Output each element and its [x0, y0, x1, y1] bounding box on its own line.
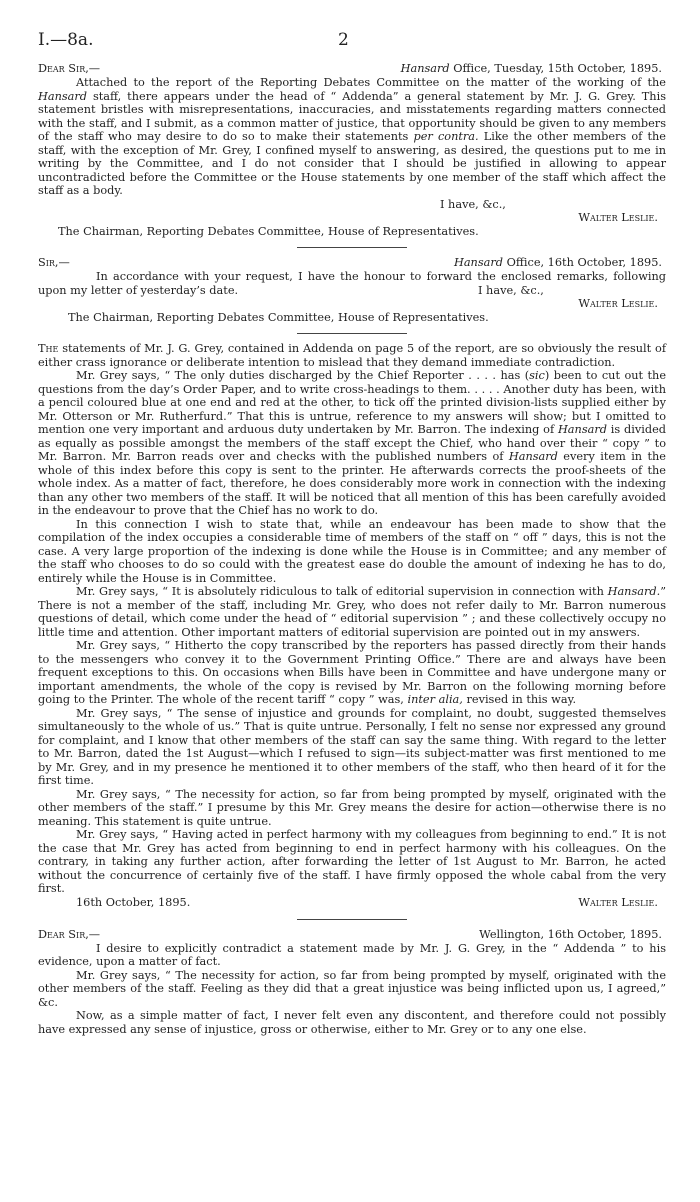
salutation: Sir,— [38, 256, 70, 269]
addressee: The Chairman, Reporting Debates Committee, House of Representatives. [68, 310, 489, 324]
dateline: Hansard Office, 16th October, 1895. [453, 256, 662, 269]
remarks-paragraph: Mr. Grey says, “ Hitherto the copy transcribed by the reporters has passed directly from their hands to the messengers who convey it to the Government Printing Office.” There are and always have been frequent exceptions to this. On occasions when Bills have been in Committee and have undergone many or important amendments, the whole of the copy is revised by Mr. Barron on the following morning before going to the Printer. The whole of the recent tariff “ copy ” was, inter alia, revised in this way. [38, 639, 666, 706]
document-page [38, 30, 667, 1036]
letter-paragraph: Now, as a simple matter of fact, I never felt even any discontent, and therefore could not possibly have expressed any sense of injustice, gross or otherwise, either to Mr. Grey or to any one else. [38, 1009, 666, 1036]
dateline: Wellington, 16th October, 1895. [479, 927, 662, 941]
dateline: Hansard Office, Tuesday, 15th October, 1895. [400, 62, 662, 75]
letter-1 [38, 62, 666, 238]
remarks [38, 342, 666, 910]
salutation: Dear Sir,— [38, 927, 101, 941]
divider [297, 333, 407, 334]
divider [297, 247, 407, 248]
letter-paragraph: I desire to explicitly contradict a statement made by Mr. J. G. Grey, in the “ Addenda ” to his evidence, upon a matter of fact. [38, 941, 666, 968]
signature: Walter Leslie. [578, 297, 658, 310]
remarks-paragraph: Mr. Grey says, “ The sense of injustice and grounds for complaint, no doubt, suggested themselves simultaneously to the whole of us.” That is quite untrue. Personally, I felt no sense nor expressed any ground for complaint, and I know that other members of the staff can say the same thing. With regard to the letter to Mr. Barron, dated the 1st August—which I refused to sign—its subject-matter was first mentioned to me by Mr. Grey, and in my presence he mentioned it to other members of the staff, who then heard of it for the first time. [38, 706, 666, 787]
page-number: 2 [338, 30, 349, 50]
closing: I have, &c., [478, 283, 544, 297]
remarks-paragraph: Mr. Grey says, “ Having acted in perfect harmony with my colleagues from beginning to end.” It is not the case that Mr. Grey has acted from beginning to end in perfect harmony with his colleagues. On the contrary, in taking any further action, after forwarding the letter of 1st August to Mr. Barron, he acted without the concurrence of certainly five of the staff. I have firmly opposed the whole cabal from the very first. [38, 828, 666, 895]
closing: I have, &c., [440, 197, 506, 211]
remarks-paragraph: Mr. Grey says, “ The necessity for action, so far from being prompted by myself, originated with the other members of the staff.” I presume by this Mr. Grey means the desire for action—otherwise there is no meaning. This statement is quite untrue. [38, 787, 666, 828]
letter-paragraph: In accordance with your request, I have the honour to forward the enclosed remarks, following upon my letter of yesterday’s date. [38, 270, 666, 297]
letter-paragraph: Mr. Grey says, “ The necessity for action, so far from being prompted by myself, originated with the other members of the staff. Feeling as they did that a great injustice was being inflicted upon us, I agreed,” &c. [38, 968, 666, 1009]
signature: Walter Leslie. [578, 211, 658, 224]
remarks-date: 16th October, 1895. [76, 895, 191, 909]
document-reference: I.—8a. [38, 30, 94, 50]
letter-paragraph: Attached to the report of the Reporting Debates Committee on the matter of the working of the Hansard staff, there appears under the head of “ Addenda” a general statement by Mr. J. G. Grey. This statement bristles with misrepresentations, inaccuracies, and misstatements regarding matters connected with the staff, and I submit, as a common matter of justice, that opportunity should be given to any members of the staff who may desire to do so to make their statements per contra. Like the other members of the staff, with the exception of Mr. Grey, I confined myself to answering, as desired, the questions put to me in writing by the Committee, and I do not consider that I should be justified in allowing to appear uncontradicted before the Committee or the House statements by one member of the staff which affect the staff as a body. [38, 76, 666, 197]
remarks-paragraph: Mr. Grey says, “ The only duties discharged by the Chief Reporter . . . . has (sic) been to cut out the questions from the day’s Order Paper, and to write cross-headings to them. . . . . Another duty has been, with a pencil coloured blue at one end and red at the other, to tick off the printed division-lists supplied either by Mr. Otterson or Mr. Rutherfurd.” That this is untrue, reference to my answers will show; but I omitted to mention one very important and arduous duty undertaken by Mr. Barron. The indexing of Hansard is divided as equally as possible amongst the members of the staff except the Chief, who hand over their “ copy ” to Mr. Barron. Mr. Barron reads over and checks with the published numbers of Hansard every item in the whole of this index before this copy is sent to the printer. He afterwards corrects the proof-sheets of the whole index. As a matter of fact, therefore, he does considerably more work in connection with the indexing than any other two members of the staff. It will be noticed that all mention of this has been carefully avoided in the endeavour to prove that the Chief has no work to do. [38, 369, 667, 517]
remarks-paragraph: Mr. Grey says, “ It is absolutely ridiculous to talk of editorial supervision in connection with Hansard.” There is not a member of the staff, including Mr. Grey, who does not refer daily to Mr. Barron numerous questions of detail, which come under the head of “ editorial supervision ” ; and these collectively occupy no little time and attention. Other important matters of editorial supervision are pointed out in my answers. [38, 585, 666, 639]
remarks-paragraph: In this connection I wish to state that, while an endeavour has been made to show that the compilation of the index occupies a considerable time of members of the staff on “ off ” days, this is not the case. A very large proportion of the indexing is done while the House is in Committee; and any member of the staff who chooses to do so could with the greatest ease do double the amount of indexing he has to do, entirely while the House is in Committee. [38, 517, 666, 585]
letter-2 [38, 256, 666, 324]
page-header [38, 30, 666, 62]
addressee: The Chairman, Reporting Debates Committee, House of Representatives. [58, 224, 479, 238]
remarks-paragraph: The statements of Mr. J. G. Grey, contained in Addenda on page 5 of the report, are so obviously the result of either crass ignorance or deliberate intention to mislead that they demand immediate contradiction. [38, 342, 666, 369]
letter-3 [38, 928, 666, 1037]
divider [297, 919, 407, 920]
salutation: Dear Sir,— [38, 62, 101, 75]
signature: Walter Leslie. [578, 895, 658, 909]
